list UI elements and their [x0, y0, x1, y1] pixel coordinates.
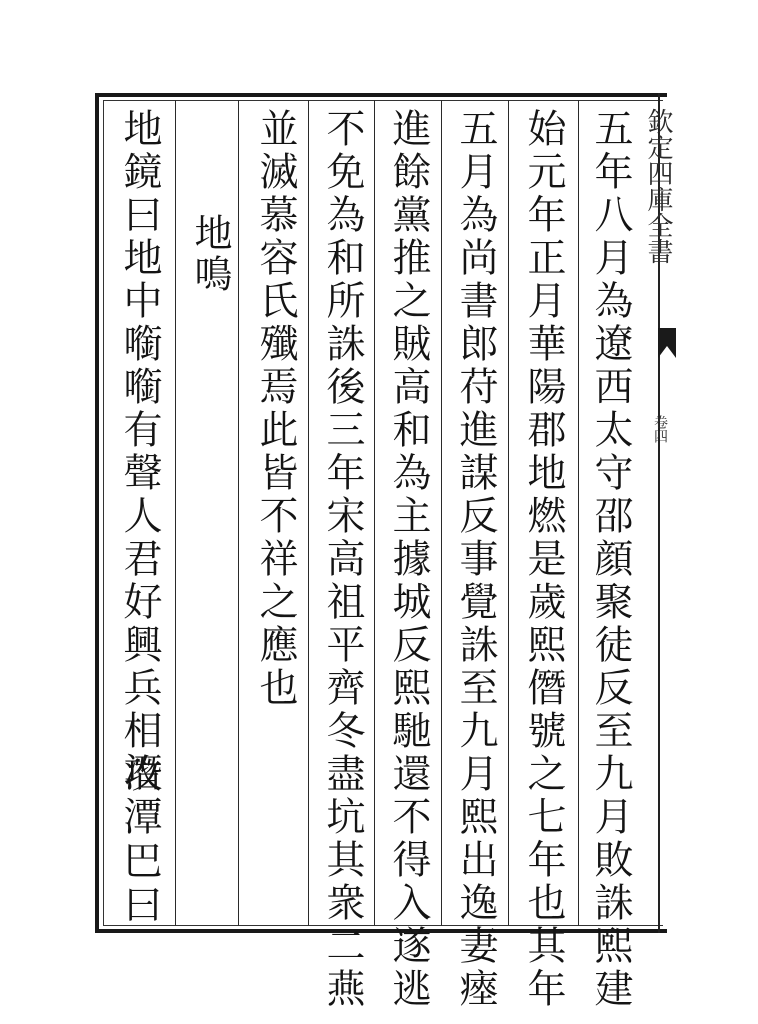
column-rule — [374, 100, 375, 926]
column-rule — [175, 100, 176, 926]
column-rule — [508, 100, 509, 926]
text-column: 地鏡曰地中㘅㘅有聲人君好興兵相攻 — [117, 108, 162, 796]
text-column: 並滅慕容氏殲焉此皆不祥之應也 — [253, 108, 298, 710]
column-rule — [238, 100, 239, 926]
text-column: 始元年正月華陽郡地燃是歲熙僭號之七年也其年 — [521, 108, 566, 1011]
margin-juan-number: 卷四 — [652, 415, 668, 443]
column-rule — [441, 100, 442, 926]
page-frame-inner — [103, 100, 663, 926]
column-rule — [308, 100, 309, 926]
text-column-citation: 潛潭巴曰 — [117, 752, 162, 928]
text-column: 五年八月為遼西太守邵顔聚徒反至九月敗誅熙建 — [588, 108, 633, 1011]
text-column: 五月為尚書郎苻進謀反事覺誅至九月熙出逸妻瘞 — [453, 108, 498, 1011]
text-column: 進餘黨推之賊高和為主據城反熙馳還不得入遂逃 — [386, 108, 431, 1011]
section-heading: 地鳴 — [188, 213, 232, 295]
column-rule — [578, 100, 579, 926]
fishtail-ornament-icon — [658, 328, 676, 358]
text-column: 不免為和所誅後三年宋高祖平齊冬盡坑其衆二燕 — [320, 108, 365, 1011]
margin-book-title: 欽定四庫全書 — [643, 108, 673, 264]
